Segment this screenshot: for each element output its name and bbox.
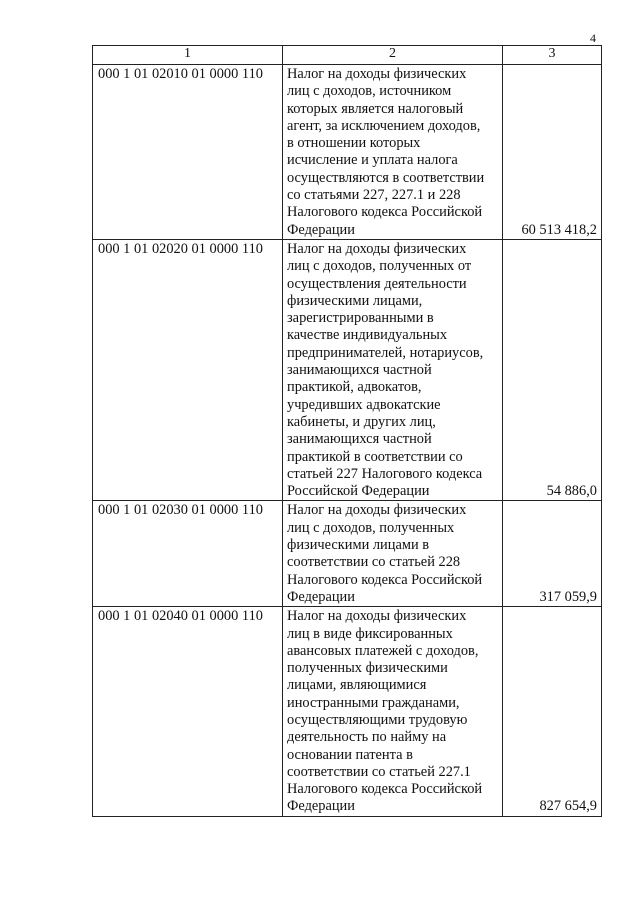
revenue-name-line: лиц с доходов, полученных от: [287, 258, 472, 275]
revenue-name-line: Налогового кодекса Российской: [287, 781, 483, 798]
revenue-name-cell: [283, 607, 503, 817]
revenue-name-line: агент, за исключением доходов,: [287, 117, 481, 134]
column-header-name: 2: [283, 46, 503, 65]
table-row: [93, 65, 602, 240]
revenue-name-line: статьей 227 Налогового кодекса: [287, 465, 483, 482]
table-body: [93, 65, 602, 817]
budget-revenue-table: [92, 45, 602, 817]
amount-cell: 827 654,9: [503, 607, 602, 817]
revenue-name-line: лицами, являющимися: [287, 677, 427, 694]
budget-classification-code: 000 1 01 02030 01 0000 110: [93, 501, 283, 607]
revenue-name-line: практикой, адвокатов,: [287, 379, 422, 396]
table-header-row: [93, 46, 602, 65]
revenue-name-line: осуществляются в соответствии: [287, 169, 485, 186]
revenue-name-line: соответствии со статьей 227.1: [287, 763, 471, 780]
revenue-name-line: лиц с доходов, полученных: [287, 519, 455, 536]
revenue-name-cell: [283, 239, 503, 500]
revenue-name-line: Федерации: [287, 588, 355, 605]
revenue-name-line: Налогового кодекса Российской: [287, 204, 483, 221]
revenue-name-line: Налогового кодекса Российской: [287, 571, 483, 588]
amount-cell: 60 513 418,2: [503, 65, 602, 240]
revenue-name-line: основании патента в: [287, 746, 413, 763]
revenue-name-line: Налог на доходы физических: [287, 608, 467, 625]
column-header-amount: 3: [503, 46, 602, 65]
revenue-name-line: физическими лицами,: [287, 292, 423, 309]
revenue-name-line: в отношении которых: [287, 135, 421, 152]
revenue-name-line: занимающихся частной: [287, 431, 432, 448]
revenue-name-line: которых является налоговый: [287, 100, 464, 117]
revenue-name-line: исчисление и уплата налога: [287, 152, 458, 169]
budget-classification-code: 000 1 01 02010 01 0000 110: [93, 65, 283, 240]
amount-cell: 317 059,9: [503, 501, 602, 607]
table-row: [93, 607, 602, 817]
budget-classification-code: 000 1 01 02040 01 0000 110: [93, 607, 283, 817]
revenue-name-line: Налог на доходы физических: [287, 240, 467, 257]
revenue-name-line: осуществления деятельности: [287, 275, 467, 292]
revenue-name-line: предпринимателей, нотариусов,: [287, 344, 484, 361]
revenue-name-line: лиц в виде фиксированных: [287, 625, 453, 642]
page-number: 4: [590, 31, 596, 45]
revenue-name-line: Федерации: [287, 798, 355, 815]
revenue-name-line: Налог на доходы физических: [287, 66, 467, 82]
revenue-name-cell: [283, 65, 503, 240]
revenue-name-line: Федерации: [287, 221, 355, 238]
revenue-name-cell: [283, 501, 503, 607]
revenue-name-line: лиц с доходов, источником: [287, 83, 452, 100]
budget-classification-code: 000 1 01 02020 01 0000 110: [93, 239, 283, 500]
table-row: [93, 501, 602, 607]
column-header-code: 1: [93, 46, 283, 65]
revenue-name-line: иностранными гражданами,: [287, 694, 460, 711]
amount-cell: 54 886,0: [503, 239, 602, 500]
revenue-name-line: Налог на доходы физических: [287, 502, 467, 519]
revenue-name-line: осуществляющими трудовую: [287, 711, 468, 728]
revenue-name-line: занимающихся частной: [287, 362, 432, 379]
revenue-name-line: учредивших адвокатские: [287, 396, 441, 413]
revenue-name-line: качестве индивидуальных: [287, 327, 448, 344]
revenue-name-line: соответствии со статьей 228: [287, 554, 461, 571]
table-row: [93, 239, 602, 500]
revenue-name-line: физическими лицами в: [287, 537, 430, 554]
revenue-name-line: полученных физическими: [287, 660, 448, 677]
revenue-name-line: Российской Федерации: [287, 483, 430, 500]
revenue-name-line: практикой в соответствии со: [287, 448, 463, 465]
revenue-name-line: со статьями 227, 227.1 и 228: [287, 187, 461, 204]
revenue-name-line: зарегистрированными в: [287, 310, 434, 327]
revenue-name-line: деятельность по найму на: [287, 729, 447, 746]
revenue-name-line: авансовых платежей с доходов,: [287, 642, 479, 659]
revenue-name-line: кабинеты, и других лиц,: [287, 413, 436, 430]
